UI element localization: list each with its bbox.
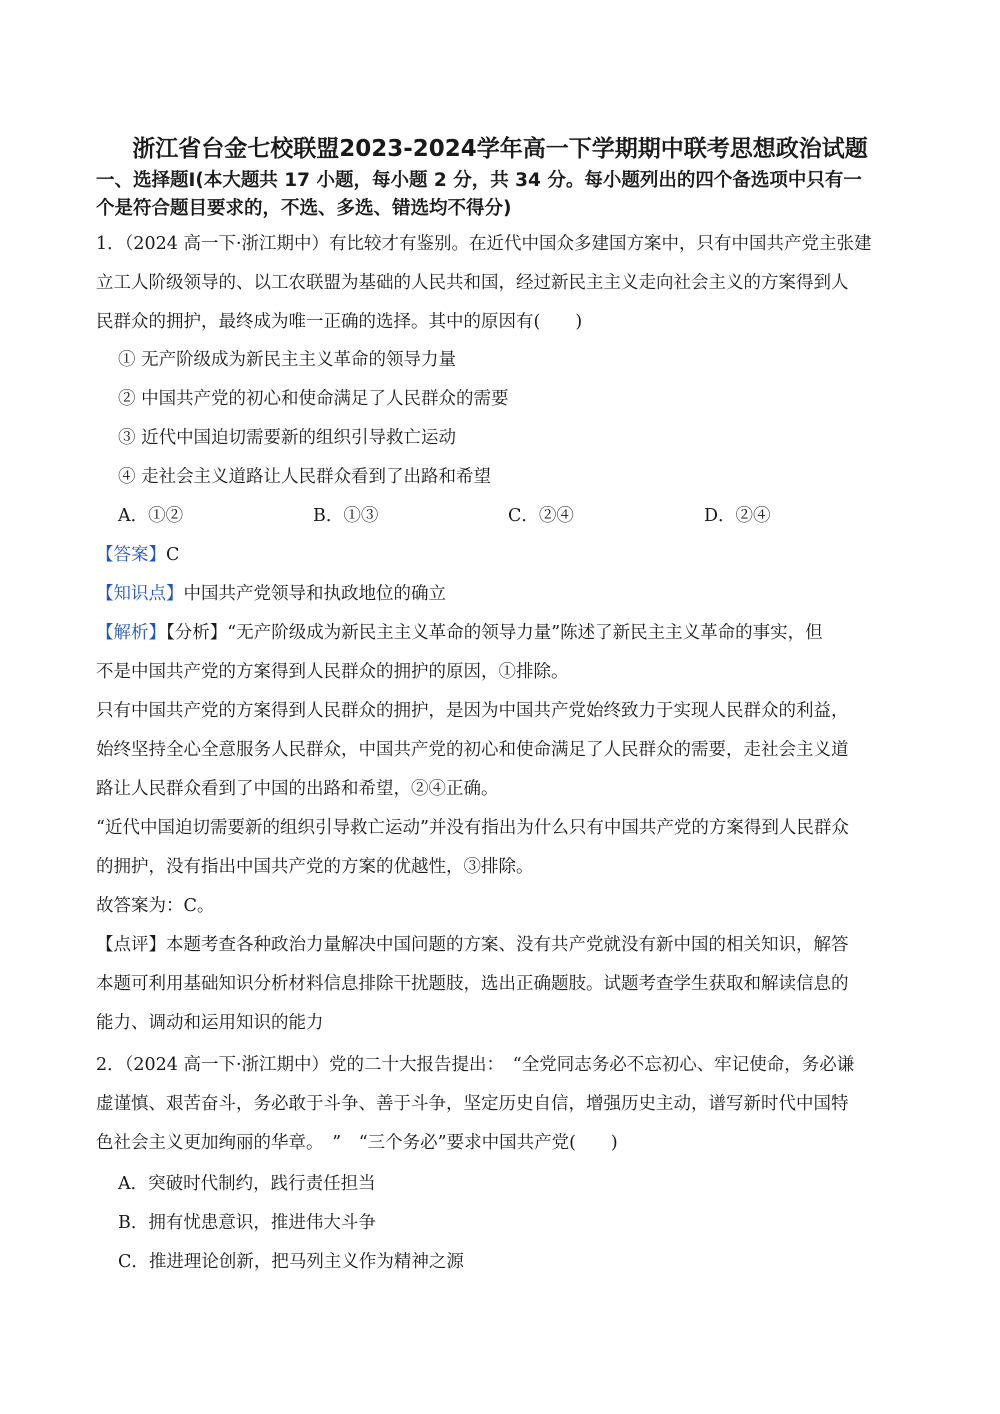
q1-knowledge-point bbox=[96, 581, 446, 607]
q1-comment-line-3: 能力、调动和运用知识的能力 bbox=[96, 1013, 324, 1033]
q1-option-b: B．①③ bbox=[313, 506, 379, 526]
q2-stem-line-1: 2．（2024 高一下·浙江期中）党的二十大报告提出： “全党同志务必不忘初心、牢记使命，务必谦 bbox=[96, 1055, 855, 1075]
q1-analysis-line-1 bbox=[96, 620, 823, 646]
q1-analysis-line-2: 不是中国共产党的方案得到人民群众的拥护的原因，①排除。 bbox=[96, 662, 569, 682]
q1-analysis-line-7: 的拥护，没有指出中国共产党的方案的优越性，③排除。 bbox=[96, 857, 534, 877]
q1-statement-3: ③ 近代中国迫切需要新的组织引导救亡运动 bbox=[118, 428, 457, 448]
q1-analysis-line-6: “近代中国迫切需要新的组织引导救亡运动”并没有指出为什么只有中国共产党的方案得到人民群众 bbox=[96, 818, 849, 838]
q2-stem-line-3: 色社会主义更加绚丽的华章。 ” “三个务必”要求中国共产党( ) bbox=[96, 1133, 618, 1153]
q2-stem-line-2: 虚谨慎、艰苦奋斗，务必敢于斗争、善于斗争，坚定历史自信，增强历史主动，谱写新时代中国特 bbox=[96, 1094, 849, 1114]
q1-analysis-line-3: 只有中国共产党的方案得到人民群众的拥护，是因为中国共产党始终致力于实现人民群众的利益， bbox=[96, 701, 849, 721]
q1-final-answer: 故答案为：C。 bbox=[96, 896, 215, 916]
answer-tag: 【答案】 bbox=[96, 545, 166, 565]
answer-value: C bbox=[166, 545, 180, 565]
q1-options bbox=[118, 503, 878, 529]
q1-analysis-line-5: 路让人民群众看到了中国的出路和希望，②④正确。 bbox=[96, 779, 499, 799]
document-title: 浙江省台金七校联盟2023-2024学年高一下学期期中联考思想政治试题 bbox=[132, 136, 868, 162]
analysis-tag: 【解析】 bbox=[96, 623, 166, 643]
section-heading-line-1: 一、选择题Ⅰ(本大题共 17 小题，每小题 2 分，共 34 分。每小题列出的四个备选项中只有一 bbox=[96, 170, 862, 191]
q1-stem-line-3: 民群众的拥护，最终成为唯一正确的选择。其中的原因有( ) bbox=[96, 312, 583, 332]
q1-answer bbox=[96, 542, 179, 568]
q1-comment-line-1: 【点评】本题考查各种政治力量解决中国问题的方案、没有共产党就没有新中国的相关知识，解答 bbox=[96, 935, 849, 955]
q1-option-d: D．②④ bbox=[704, 506, 771, 526]
q1-comment-line-2: 本题可利用基础知识分析材料信息排除干扰题肢，选出正确题肢。试题考查学生获取和解读信息的 bbox=[96, 974, 849, 994]
q2-option-b: B．拥有忧患意识，推进伟大斗争 bbox=[118, 1213, 376, 1233]
q1-stem-line-2: 立工人阶级领导的、以工农联盟为基础的人民共和国，经过新民主主义走向社会主义的方案得到人 bbox=[96, 273, 849, 293]
q1-analysis-line-4: 始终坚持全心全意服务人民群众，中国共产党的初心和使命满足了人民群众的需要，走社会主义道 bbox=[96, 740, 849, 760]
q1-stem-line-1: 1．（2024 高一下·浙江期中）有比较才有鉴别。在近代中国众多建国方案中，只有中国共产党主张建 bbox=[96, 234, 872, 254]
q1-statement-1: ① 无产阶级成为新民主主义革命的领导力量 bbox=[118, 350, 457, 370]
q2-option-c: C．推进理论创新，把马列主义作为精神之源 bbox=[118, 1252, 464, 1272]
q1-option-a: A．①② bbox=[118, 506, 184, 526]
knowledge-value: 中国共产党领导和执政地位的确立 bbox=[183, 584, 446, 604]
q2-option-a: A．突破时代制约，践行责任担当 bbox=[118, 1174, 376, 1194]
analysis-text: 【分析】“无产阶级成为新民主主义革命的领导力量”陈述了新民主主义革命的事实，但 bbox=[166, 623, 823, 643]
section-heading bbox=[96, 167, 926, 223]
knowledge-tag: 【知识点】 bbox=[96, 584, 184, 604]
q1-statement-4: ④ 走社会主义道路让人民群众看到了出路和希望 bbox=[118, 467, 492, 487]
q1-statement-2: ② 中国共产党的初心和使命满足了人民群众的需要 bbox=[118, 389, 509, 409]
q1-option-c: C．②④ bbox=[508, 506, 574, 526]
section-heading-line-2: 个是符合题目要求的，不选、多选、错选均不得分) bbox=[96, 198, 512, 219]
